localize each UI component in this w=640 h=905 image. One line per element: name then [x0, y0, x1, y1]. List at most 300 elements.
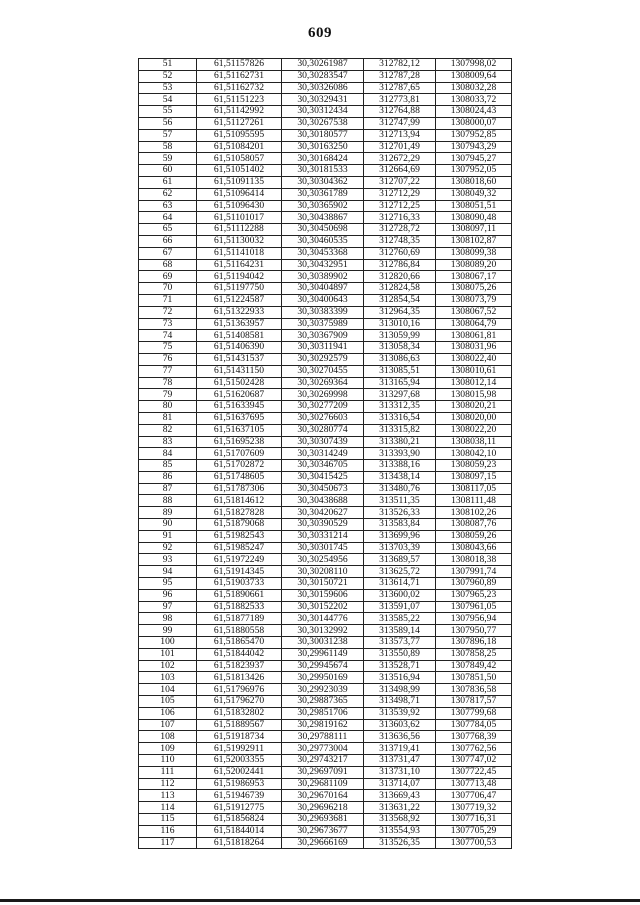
table-row [139, 495, 512, 507]
latitude-cell: 61,51162731 [197, 70, 282, 82]
latitude-cell: 61,51194042 [197, 271, 282, 283]
table-row [139, 766, 512, 778]
table-row [139, 589, 512, 601]
table-row [139, 731, 512, 743]
y-coordinate-cell: 1307705,29 [436, 825, 512, 837]
x-coordinate-cell: 312787,28 [364, 70, 436, 82]
y-coordinate-cell: 1307858,25 [436, 648, 512, 660]
longitude-cell: 30,30432951 [282, 259, 364, 271]
longitude-cell: 30,30132992 [282, 625, 364, 637]
longitude-cell: 30,30438688 [282, 495, 364, 507]
x-coordinate-cell: 313010,16 [364, 318, 436, 330]
x-coordinate-cell: 313297,68 [364, 389, 436, 401]
latitude-cell: 61,51813426 [197, 672, 282, 684]
table-row [139, 212, 512, 224]
latitude-cell: 61,51091135 [197, 176, 282, 188]
point-number-cell: 98 [139, 613, 197, 625]
table-row [139, 684, 512, 696]
y-coordinate-cell: 1308102,26 [436, 507, 512, 519]
y-coordinate-cell: 1307836,58 [436, 684, 512, 696]
table-row [139, 613, 512, 625]
x-coordinate-cell: 313589,14 [364, 625, 436, 637]
longitude-cell: 30,29788111 [282, 731, 364, 743]
x-coordinate-cell: 312672,29 [364, 153, 436, 165]
longitude-cell: 30,30314249 [282, 448, 364, 460]
latitude-cell: 61,51985247 [197, 542, 282, 554]
x-coordinate-cell: 313583,84 [364, 519, 436, 531]
longitude-cell: 30,30375989 [282, 318, 364, 330]
x-coordinate-cell: 313600,02 [364, 589, 436, 601]
x-coordinate-cell: 313573,77 [364, 637, 436, 649]
longitude-cell: 30,30144776 [282, 613, 364, 625]
point-number-cell: 60 [139, 165, 197, 177]
latitude-cell: 61,51695238 [197, 436, 282, 448]
point-number-cell: 51 [139, 59, 197, 71]
x-coordinate-cell: 313625,72 [364, 566, 436, 578]
y-coordinate-cell: 1307952,05 [436, 165, 512, 177]
y-coordinate-cell: 1308032,28 [436, 82, 512, 94]
y-coordinate-cell: 1308010,61 [436, 365, 512, 377]
table-row [139, 519, 512, 531]
longitude-cell: 30,30415425 [282, 471, 364, 483]
x-coordinate-cell: 312748,35 [364, 235, 436, 247]
longitude-cell: 30,29887365 [282, 696, 364, 708]
x-coordinate-cell: 313554,93 [364, 825, 436, 837]
table-row [139, 672, 512, 684]
x-coordinate-cell: 313731,10 [364, 766, 436, 778]
y-coordinate-cell: 1307991,74 [436, 566, 512, 578]
x-coordinate-cell: 313689,57 [364, 554, 436, 566]
table-row [139, 389, 512, 401]
point-number-cell: 89 [139, 507, 197, 519]
latitude-cell: 61,51431537 [197, 353, 282, 365]
y-coordinate-cell: 1307719,32 [436, 802, 512, 814]
latitude-cell: 61,51865470 [197, 637, 282, 649]
point-number-cell: 97 [139, 601, 197, 613]
latitude-cell: 61,51084201 [197, 141, 282, 153]
latitude-cell: 61,51620687 [197, 389, 282, 401]
point-number-cell: 116 [139, 825, 197, 837]
longitude-cell: 30,30270455 [282, 365, 364, 377]
table-row [139, 566, 512, 578]
longitude-cell: 30,30254956 [282, 554, 364, 566]
longitude-cell: 30,30326086 [282, 82, 364, 94]
bottom-rule [0, 899, 640, 902]
x-coordinate-cell: 313086,63 [364, 353, 436, 365]
point-number-cell: 59 [139, 153, 197, 165]
latitude-cell: 61,51096414 [197, 188, 282, 200]
table-row [139, 483, 512, 495]
table-row [139, 353, 512, 365]
table-row [139, 837, 512, 849]
table-row [139, 377, 512, 389]
longitude-cell: 30,30453368 [282, 247, 364, 259]
x-coordinate-cell: 312764,88 [364, 106, 436, 118]
table-row [139, 412, 512, 424]
x-coordinate-cell: 313528,71 [364, 660, 436, 672]
y-coordinate-cell: 1308043,66 [436, 542, 512, 554]
y-coordinate-cell: 1308061,81 [436, 330, 512, 342]
longitude-cell: 30,29950169 [282, 672, 364, 684]
longitude-cell: 30,29696218 [282, 802, 364, 814]
y-coordinate-cell: 1307998,02 [436, 59, 512, 71]
point-number-cell: 80 [139, 401, 197, 413]
longitude-cell: 30,30450673 [282, 483, 364, 495]
longitude-cell: 30,29851706 [282, 707, 364, 719]
point-number-cell: 105 [139, 696, 197, 708]
x-coordinate-cell: 312701,49 [364, 141, 436, 153]
y-coordinate-cell: 1308067,17 [436, 271, 512, 283]
longitude-cell: 30,30311941 [282, 342, 364, 354]
longitude-cell: 30,30420627 [282, 507, 364, 519]
table-row [139, 82, 512, 94]
point-number-cell: 100 [139, 637, 197, 649]
point-number-cell: 113 [139, 790, 197, 802]
latitude-cell: 61,51157826 [197, 59, 282, 71]
longitude-cell: 30,30450698 [282, 224, 364, 236]
y-coordinate-cell: 1308059,23 [436, 460, 512, 472]
table-row [139, 554, 512, 566]
point-number-cell: 90 [139, 519, 197, 531]
latitude-cell: 61,51197750 [197, 283, 282, 295]
x-coordinate-cell: 312664,69 [364, 165, 436, 177]
latitude-cell: 61,52002441 [197, 766, 282, 778]
point-number-cell: 99 [139, 625, 197, 637]
x-coordinate-cell: 313631,22 [364, 802, 436, 814]
table-row [139, 401, 512, 413]
y-coordinate-cell: 1308064,79 [436, 318, 512, 330]
point-number-cell: 52 [139, 70, 197, 82]
latitude-cell: 61,51058057 [197, 153, 282, 165]
table-row [139, 802, 512, 814]
table-row [139, 200, 512, 212]
x-coordinate-cell: 312728,72 [364, 224, 436, 236]
longitude-cell: 30,30438867 [282, 212, 364, 224]
point-number-cell: 103 [139, 672, 197, 684]
point-number-cell: 61 [139, 176, 197, 188]
table-row [139, 825, 512, 837]
table-row [139, 283, 512, 295]
longitude-cell: 30,30276603 [282, 412, 364, 424]
y-coordinate-cell: 1307950,77 [436, 625, 512, 637]
x-coordinate-cell: 313085,51 [364, 365, 436, 377]
latitude-cell: 61,51796270 [197, 696, 282, 708]
latitude-cell: 61,51637695 [197, 412, 282, 424]
latitude-cell: 61,51431150 [197, 365, 282, 377]
x-coordinate-cell: 312782,12 [364, 59, 436, 71]
x-coordinate-cell: 313388,16 [364, 460, 436, 472]
latitude-cell: 61,51164231 [197, 259, 282, 271]
point-number-cell: 65 [139, 224, 197, 236]
table-row [139, 271, 512, 283]
point-number-cell: 84 [139, 448, 197, 460]
point-number-cell: 72 [139, 306, 197, 318]
longitude-cell: 30,30365902 [282, 200, 364, 212]
point-number-cell: 104 [139, 684, 197, 696]
y-coordinate-cell: 1308031,96 [436, 342, 512, 354]
point-number-cell: 53 [139, 82, 197, 94]
point-number-cell: 86 [139, 471, 197, 483]
y-coordinate-cell: 1308038,11 [436, 436, 512, 448]
table-row [139, 471, 512, 483]
y-coordinate-cell: 1307849,42 [436, 660, 512, 672]
table-row [139, 294, 512, 306]
table-row [139, 648, 512, 660]
table-row [139, 330, 512, 342]
x-coordinate-cell: 313636,56 [364, 731, 436, 743]
longitude-cell: 30,29697091 [282, 766, 364, 778]
latitude-cell: 61,51142992 [197, 106, 282, 118]
longitude-cell: 30,30168424 [282, 153, 364, 165]
point-number-cell: 93 [139, 554, 197, 566]
x-coordinate-cell: 313315,82 [364, 424, 436, 436]
latitude-cell: 61,51986953 [197, 778, 282, 790]
table-row [139, 306, 512, 318]
point-number-cell: 77 [139, 365, 197, 377]
y-coordinate-cell: 1308097,15 [436, 471, 512, 483]
latitude-cell: 61,51972249 [197, 554, 282, 566]
longitude-cell: 30,30307439 [282, 436, 364, 448]
latitude-cell: 61,51408581 [197, 330, 282, 342]
y-coordinate-cell: 1308042,10 [436, 448, 512, 460]
longitude-cell: 30,29666169 [282, 837, 364, 849]
point-number-cell: 58 [139, 141, 197, 153]
longitude-cell: 30,30269364 [282, 377, 364, 389]
latitude-cell: 61,51912775 [197, 802, 282, 814]
latitude-cell: 61,51127261 [197, 117, 282, 129]
latitude-cell: 61,51702872 [197, 460, 282, 472]
table-row [139, 507, 512, 519]
y-coordinate-cell: 1308012,14 [436, 377, 512, 389]
x-coordinate-cell: 313511,35 [364, 495, 436, 507]
y-coordinate-cell: 1307965,23 [436, 589, 512, 601]
y-coordinate-cell: 1307956,94 [436, 613, 512, 625]
y-coordinate-cell: 1308049,32 [436, 188, 512, 200]
latitude-cell: 61,51707609 [197, 448, 282, 460]
longitude-cell: 30,30460535 [282, 235, 364, 247]
latitude-cell: 61,51141018 [197, 247, 282, 259]
latitude-cell: 61,51844014 [197, 825, 282, 837]
table-row [139, 660, 512, 672]
x-coordinate-cell: 313165,94 [364, 377, 436, 389]
point-number-cell: 57 [139, 129, 197, 141]
y-coordinate-cell: 1308087,76 [436, 519, 512, 531]
point-number-cell: 56 [139, 117, 197, 129]
table-row [139, 365, 512, 377]
point-number-cell: 109 [139, 743, 197, 755]
table-row [139, 696, 512, 708]
y-coordinate-cell: 1307713,48 [436, 778, 512, 790]
point-number-cell: 88 [139, 495, 197, 507]
x-coordinate-cell: 313316,54 [364, 412, 436, 424]
table-row [139, 448, 512, 460]
latitude-cell: 61,51880558 [197, 625, 282, 637]
table-row [139, 814, 512, 826]
y-coordinate-cell: 1307716,31 [436, 814, 512, 826]
table-row [139, 153, 512, 165]
latitude-cell: 61,51162732 [197, 82, 282, 94]
point-number-cell: 87 [139, 483, 197, 495]
point-number-cell: 95 [139, 578, 197, 590]
point-number-cell: 75 [139, 342, 197, 354]
x-coordinate-cell: 313568,92 [364, 814, 436, 826]
latitude-cell: 61,51637105 [197, 424, 282, 436]
table-row [139, 719, 512, 731]
y-coordinate-cell: 1308099,38 [436, 247, 512, 259]
point-number-cell: 55 [139, 106, 197, 118]
page-number: 609 [308, 25, 332, 41]
longitude-cell: 30,30367909 [282, 330, 364, 342]
point-number-cell: 66 [139, 235, 197, 247]
latitude-cell: 61,51914345 [197, 566, 282, 578]
table-row [139, 542, 512, 554]
x-coordinate-cell: 312747,99 [364, 117, 436, 129]
longitude-cell: 30,30208110 [282, 566, 364, 578]
latitude-cell: 61,51101017 [197, 212, 282, 224]
longitude-cell: 30,30180577 [282, 129, 364, 141]
x-coordinate-cell: 313059,99 [364, 330, 436, 342]
table-row [139, 778, 512, 790]
y-coordinate-cell: 1307943,29 [436, 141, 512, 153]
x-coordinate-cell: 313312,35 [364, 401, 436, 413]
table-row [139, 94, 512, 106]
longitude-cell: 30,29693681 [282, 814, 364, 826]
point-number-cell: 62 [139, 188, 197, 200]
longitude-cell: 30,30312434 [282, 106, 364, 118]
y-coordinate-cell: 1308051,51 [436, 200, 512, 212]
x-coordinate-cell: 313669,43 [364, 790, 436, 802]
y-coordinate-cell: 1308022,20 [436, 424, 512, 436]
point-number-cell: 114 [139, 802, 197, 814]
longitude-cell: 30,30280774 [282, 424, 364, 436]
latitude-cell: 61,51502428 [197, 377, 282, 389]
y-coordinate-cell: 1308059,26 [436, 530, 512, 542]
y-coordinate-cell: 1308111,48 [436, 495, 512, 507]
point-number-cell: 111 [139, 766, 197, 778]
x-coordinate-cell: 313550,89 [364, 648, 436, 660]
table-row [139, 318, 512, 330]
x-coordinate-cell: 313585,22 [364, 613, 436, 625]
table-row [139, 106, 512, 118]
x-coordinate-cell: 313380,21 [364, 436, 436, 448]
y-coordinate-cell: 1307799,68 [436, 707, 512, 719]
y-coordinate-cell: 1307817,57 [436, 696, 512, 708]
point-number-cell: 107 [139, 719, 197, 731]
point-number-cell: 115 [139, 814, 197, 826]
latitude-cell: 61,51748605 [197, 471, 282, 483]
point-number-cell: 96 [139, 589, 197, 601]
point-number-cell: 81 [139, 412, 197, 424]
longitude-cell: 30,30261987 [282, 59, 364, 71]
x-coordinate-cell: 313591,07 [364, 601, 436, 613]
table-row [139, 259, 512, 271]
latitude-cell: 61,51224587 [197, 294, 282, 306]
latitude-cell: 61,51856824 [197, 814, 282, 826]
table-row [139, 70, 512, 82]
latitude-cell: 61,51844042 [197, 648, 282, 660]
table-row [139, 129, 512, 141]
table-row [139, 188, 512, 200]
latitude-cell: 61,51363957 [197, 318, 282, 330]
table-row [139, 235, 512, 247]
latitude-cell: 61,51918734 [197, 731, 282, 743]
y-coordinate-cell: 1308022,40 [436, 353, 512, 365]
point-number-cell: 70 [139, 283, 197, 295]
latitude-cell: 61,51787306 [197, 483, 282, 495]
longitude-cell: 30,30277209 [282, 401, 364, 413]
point-number-cell: 69 [139, 271, 197, 283]
x-coordinate-cell: 312712,29 [364, 188, 436, 200]
x-coordinate-cell: 313614,71 [364, 578, 436, 590]
point-number-cell: 102 [139, 660, 197, 672]
longitude-cell: 30,30400643 [282, 294, 364, 306]
x-coordinate-cell: 313393,90 [364, 448, 436, 460]
latitude-cell: 61,51818264 [197, 837, 282, 849]
longitude-cell: 30,30150721 [282, 578, 364, 590]
point-number-cell: 94 [139, 566, 197, 578]
latitude-cell: 61,51877189 [197, 613, 282, 625]
longitude-cell: 30,30390529 [282, 519, 364, 531]
latitude-cell: 61,51096430 [197, 200, 282, 212]
y-coordinate-cell: 1308067,52 [436, 306, 512, 318]
x-coordinate-cell: 313719,41 [364, 743, 436, 755]
y-coordinate-cell: 1308117,05 [436, 483, 512, 495]
latitude-cell: 61,52003355 [197, 755, 282, 767]
point-number-cell: 67 [139, 247, 197, 259]
latitude-cell: 61,51633945 [197, 401, 282, 413]
x-coordinate-cell: 313498,71 [364, 696, 436, 708]
y-coordinate-cell: 1308075,26 [436, 283, 512, 295]
x-coordinate-cell: 312824,58 [364, 283, 436, 295]
y-coordinate-cell: 1308024,43 [436, 106, 512, 118]
latitude-cell: 61,51879068 [197, 519, 282, 531]
y-coordinate-cell: 1307851,50 [436, 672, 512, 684]
point-number-cell: 63 [139, 200, 197, 212]
x-coordinate-cell: 313498,99 [364, 684, 436, 696]
x-coordinate-cell: 313714,07 [364, 778, 436, 790]
longitude-cell: 30,30181533 [282, 165, 364, 177]
y-coordinate-cell: 1308009,64 [436, 70, 512, 82]
x-coordinate-cell: 313526,35 [364, 837, 436, 849]
table-row [139, 247, 512, 259]
point-number-cell: 64 [139, 212, 197, 224]
table-row [139, 790, 512, 802]
longitude-cell: 30,30269998 [282, 389, 364, 401]
x-coordinate-cell: 313526,33 [364, 507, 436, 519]
longitude-cell: 30,30361789 [282, 188, 364, 200]
point-number-cell: 110 [139, 755, 197, 767]
longitude-cell: 30,29945674 [282, 660, 364, 672]
latitude-cell: 61,51051402 [197, 165, 282, 177]
table-row [139, 707, 512, 719]
y-coordinate-cell: 1308097,11 [436, 224, 512, 236]
y-coordinate-cell: 1307768,39 [436, 731, 512, 743]
x-coordinate-cell: 312760,69 [364, 247, 436, 259]
x-coordinate-cell: 313539,92 [364, 707, 436, 719]
x-coordinate-cell: 312964,35 [364, 306, 436, 318]
point-number-cell: 101 [139, 648, 197, 660]
table-row [139, 460, 512, 472]
table-row [139, 743, 512, 755]
x-coordinate-cell: 313603,62 [364, 719, 436, 731]
point-number-cell: 85 [139, 460, 197, 472]
longitude-cell: 30,30304362 [282, 176, 364, 188]
latitude-cell: 61,51322933 [197, 306, 282, 318]
y-coordinate-cell: 1308090,48 [436, 212, 512, 224]
y-coordinate-cell: 1307747,02 [436, 755, 512, 767]
latitude-cell: 61,51832802 [197, 707, 282, 719]
latitude-cell: 61,51992911 [197, 743, 282, 755]
